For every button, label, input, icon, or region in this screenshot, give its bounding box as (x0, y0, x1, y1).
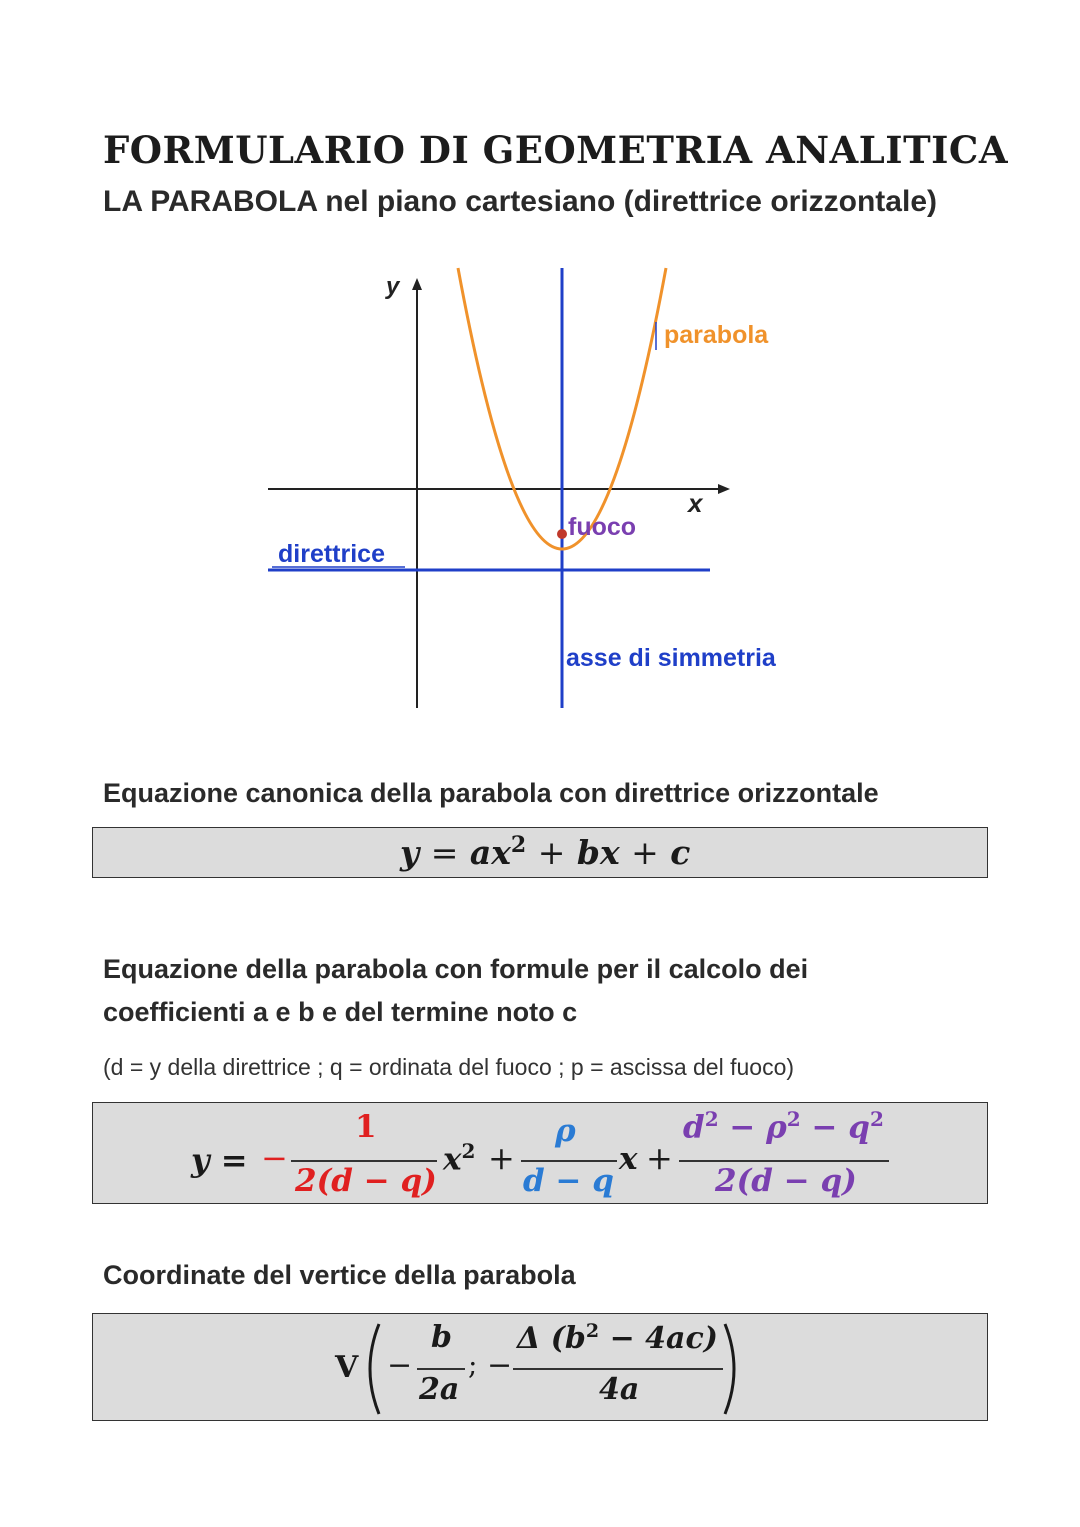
coef-t1-num: 1 (355, 1109, 377, 1145)
coef-t3-q-exp: 2 (869, 1107, 884, 1131)
axis-symmetry-label: asse di simmetria (566, 644, 776, 672)
coef-t3-num (683, 1107, 884, 1145)
vertex-heading: Coordinate del vertice della parabola (103, 1260, 576, 1290)
vertex-num-2-rest: − 4ac) (599, 1321, 718, 1356)
coef-t2-frac-line (521, 1160, 617, 1162)
canonical-formula (400, 832, 690, 872)
focus-point (557, 529, 567, 539)
vertex-sep: ; (468, 1348, 478, 1381)
parabola-figure (260, 260, 820, 720)
coef-t2-den: d − q (523, 1163, 614, 1199)
vertex-frac-line-2 (513, 1368, 723, 1370)
coefficients-note: (d = y della direttrice ; q = ordinata del fuoco ; p = ascissa del fuoco) (103, 1054, 795, 1080)
focus-label: fuoco (568, 513, 637, 541)
page-subtitle: LA PARABOLA nel piano cartesiano (direttrice orizzontale) (103, 185, 937, 218)
coef-t1-den: 2(d − q) (295, 1163, 437, 1199)
coef-x2 (443, 1139, 475, 1177)
vertex-num-2-delta: Δ (b (517, 1321, 586, 1356)
vertex-minus-2: − (487, 1348, 513, 1383)
vertex-num-1: b (431, 1320, 452, 1355)
x-axis-label: x (688, 488, 703, 518)
vertex-right-paren (721, 1320, 745, 1418)
coef-x: x (619, 1141, 638, 1177)
coefficients-heading-line2: coefficienti a e b e del termine noto c (103, 997, 578, 1027)
formula-lhs: y (400, 833, 420, 872)
coef-t3-frac-line (679, 1160, 889, 1162)
page-title: FORMULARIO DI GEOMETRIA ANALITICA (103, 128, 1009, 172)
formula-plus-1: + (537, 833, 566, 872)
canonical-formula-box (92, 827, 988, 878)
coef-t3-d: d (683, 1109, 705, 1146)
coefficients-heading-line1: Equazione della parabola con formule per il calcolo dei (103, 954, 809, 984)
y-axis-arrow (412, 278, 422, 290)
vertex-formula-box (92, 1313, 988, 1421)
coef-plus-2: + (646, 1139, 673, 1177)
coef-t3-den: 2(d − q) (715, 1163, 857, 1199)
coef-plus-1: + (488, 1139, 515, 1177)
directrix-label: direttrice (278, 540, 385, 568)
formula-bx: bx (576, 833, 620, 872)
coef-t2-num: ρ (555, 1113, 576, 1149)
vertex-den-1: 2a (419, 1372, 460, 1407)
canonical-heading: Equazione canonica della parabola con direttrice orizzontale (103, 778, 879, 808)
formula-eq: = (430, 833, 459, 872)
coef-t1-frac-line (291, 1160, 437, 1162)
coef-minus: − (261, 1139, 288, 1177)
coef-lhs: y = (191, 1141, 248, 1179)
vertex-den-2: 4a (599, 1372, 640, 1407)
coef-x2-exp: 2 (461, 1139, 476, 1163)
vertex-num-2 (517, 1320, 718, 1356)
coef-t3-rho-exp: 2 (786, 1107, 801, 1131)
formula-c: c (670, 833, 691, 872)
coefficients-formula-box (92, 1102, 988, 1204)
formula-plus-2: + (631, 833, 659, 872)
vertex-minus-1: − (387, 1348, 413, 1383)
y-axis-label: y (386, 273, 400, 300)
vertex-num-2-exp: 2 (585, 1320, 600, 1342)
vertex-frac-line-1 (417, 1368, 465, 1370)
coef-t3-d-exp: 2 (704, 1107, 719, 1131)
x-axis-arrow (718, 484, 730, 494)
coef-t3-q: − q (800, 1109, 870, 1146)
vertex-left-paren (359, 1320, 383, 1418)
coef-t3-rho: − ρ (718, 1109, 787, 1146)
coef-x2-base: x (443, 1141, 462, 1178)
parabola-label: parabola (664, 321, 769, 349)
vertex-V: V (335, 1350, 359, 1385)
formula-ax: ax (469, 833, 511, 872)
formula-exp: 2 (510, 832, 527, 858)
